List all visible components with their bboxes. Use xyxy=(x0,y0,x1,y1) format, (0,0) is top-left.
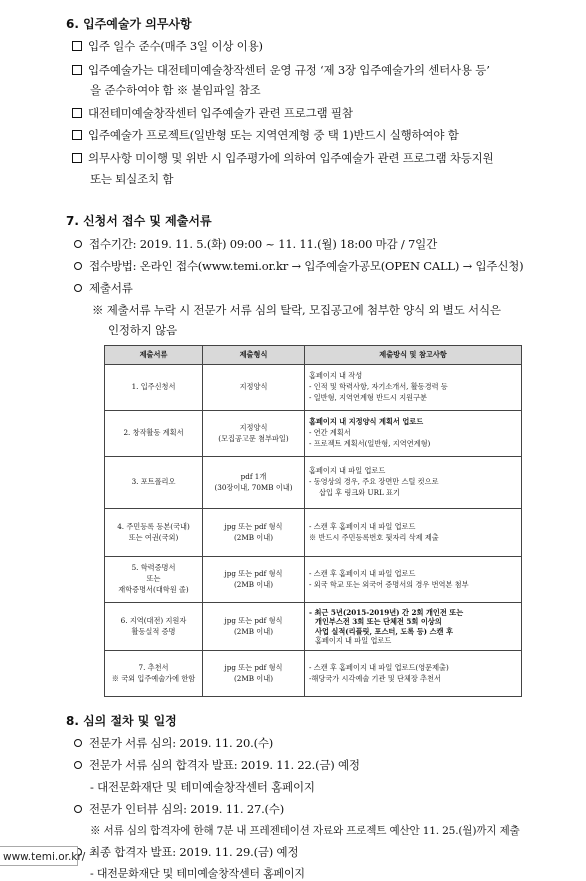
schedule-line: - 대전문화재단 및 테미예술창작센터 홈페이지 xyxy=(90,780,315,794)
duty-item-4: 입주예술가 프로젝트(일반형 또는 지역연계형 중 택 1)반드시 실행하여야 함 xyxy=(72,127,459,143)
section-6-title: 6. 입주예술가 의무사항 xyxy=(66,17,192,31)
duty-item-3: 대전테미예술창작센터 입주예술가 관련 프로그램 필참 xyxy=(72,105,353,121)
square-bullet-icon xyxy=(72,130,82,140)
table-header: 제출서류 xyxy=(105,346,203,365)
table-row: 5. 학력증명서 또는 재학증명서(대학원 졸) jpg 또는 pdf 형식 (2MB 이내) - 스캔 후 홈페이지 내 파일 업로드 - 외국 학교 또는 외국어 증명서의 경우 번역본 첨부 xyxy=(105,557,522,603)
duty-item-5: 의무사항 미이행 및 위반 시 입주평가에 의하여 입주예술가 관련 프로그램 차등지원 xyxy=(72,150,493,166)
schedule-line: 전문가 인터뷰 심의: 2019. 11. 27.(수) xyxy=(74,801,284,817)
circle-bullet-icon xyxy=(74,284,82,292)
table-row: 4. 주민등록 등본(국내) 또는 여권(국외) jpg 또는 pdf 형식 (2MB 이내) - 스캔 후 홈페이지 내 파일 업로드 ※ 반드시 주민등록번호 뒷자리 삭제 제출 xyxy=(105,509,522,557)
table-row: 3. 포트폴리오 pdf 1개 (30장이내, 70MB 이내) 홈페이지 내 파일 업로드 - 동영상의 경우, 주요 장면만 스틸 컷으로 삽입 후 링크와 URL 표기 xyxy=(105,457,522,509)
submission-docs: 제출서류 xyxy=(74,280,133,296)
table-header: 제출방식 및 참고사항 xyxy=(305,346,522,365)
submission-table xyxy=(104,345,522,697)
schedule-line: 최종 합격자 발표: 2019. 11. 29.(금) 예정 xyxy=(74,844,298,860)
table-row: 2. 창작활동 계획서 지정양식 (모집공고문 첨부파일) 홈페이지 내 지정양식 계획서 업로드 - 연간 계획서 - 프로젝트 계획서(일반형, 지역연계형) xyxy=(105,411,522,457)
circle-bullet-icon xyxy=(74,240,82,248)
square-bullet-icon xyxy=(72,41,82,51)
intake-method: 접수방법: 온라인 접수(www.temi.or.kr → 입주예술가공모(OPEN CALL) → 입주신청) xyxy=(74,258,523,274)
square-bullet-icon xyxy=(72,65,82,75)
square-bullet-icon xyxy=(72,108,82,118)
duty-item-5-cont: 또는 퇴실조치 함 xyxy=(90,172,174,186)
duty-item-2-cont: 을 준수하여야 함 ※ 붙임파일 참조 xyxy=(90,83,261,97)
schedule-line: ※ 서류 심의 합격자에 한해 7분 내 프레젠테이션 자료와 프로젝트 예산안 11. 25.(월)까지 제출 xyxy=(90,825,520,837)
schedule-line: 전문가 서류 심의: 2019. 11. 20.(수) xyxy=(74,735,273,751)
submission-note: ※ 제출서류 누락 시 전문가 서류 심의 탈락, 모집공고에 첨부한 양식 외 별도 서식은 xyxy=(92,303,501,317)
section-7-title: 7. 신청서 접수 및 제출서류 xyxy=(66,214,212,228)
schedule-line: - 대전문화재단 및 테미예술창작센터 홈페이지 xyxy=(90,867,305,880)
intake-period: 접수기간: 2019. 11. 5.(화) 09:00 ~ 11. 11.(월) 18:00 마감 / 7일간 xyxy=(74,236,437,252)
table-header-row xyxy=(105,346,522,365)
section-8-title: 8. 심의 절차 및 일정 xyxy=(66,714,177,728)
circle-bullet-icon xyxy=(74,761,82,769)
circle-bullet-icon xyxy=(74,805,82,813)
table-row: 7. 추천서 ※ 국외 입주예술가에 한함 jpg 또는 pdf 형식 (2MB 이내) - 스캔 후 홈페이지 내 파일 업로드(영문제출) -해당국가 시각예술 기관 및 단체장 추천서 xyxy=(105,651,522,697)
url-badge[interactable]: www.temi.or.kr/ xyxy=(0,846,78,866)
duty-item-1: 입주 일수 준수(매주 3일 이상 이용) xyxy=(72,38,263,54)
square-bullet-icon xyxy=(72,153,82,163)
table-row: 1. 입주신청서 지정양식 홈페이지 내 작성 - 인적 및 학력사항, 자기소개서, 활동경력 등 - 일반형, 지역연계형 반드시 지원구분 xyxy=(105,365,522,411)
duty-item-2: 입주예술가는 대전테미예술창작센터 운영 규정 ‘제 3장 입주예술가의 센터사용 등’ xyxy=(72,62,490,78)
circle-bullet-icon xyxy=(74,262,82,270)
schedule-line: 전문가 서류 심의 합격자 발표: 2019. 11. 22.(금) 예정 xyxy=(74,757,360,773)
circle-bullet-icon xyxy=(74,739,82,747)
table-row: 6. 지역(대전) 지원자 활동실적 증명 jpg 또는 pdf 형식 (2MB 이내) - 최근 5년(2015-2019년) 간 2회 개인전 또는 개인부스전 3회 또는 단체전 5회 이상의 사업 실적(리플릿, 포스터, 도록 등) 스캔 후 홈페이지 내 파일 업로드 xyxy=(105,603,522,651)
table-header: 제출형식 xyxy=(203,346,305,365)
submission-note-cont: 인정하지 않음 xyxy=(108,323,177,337)
